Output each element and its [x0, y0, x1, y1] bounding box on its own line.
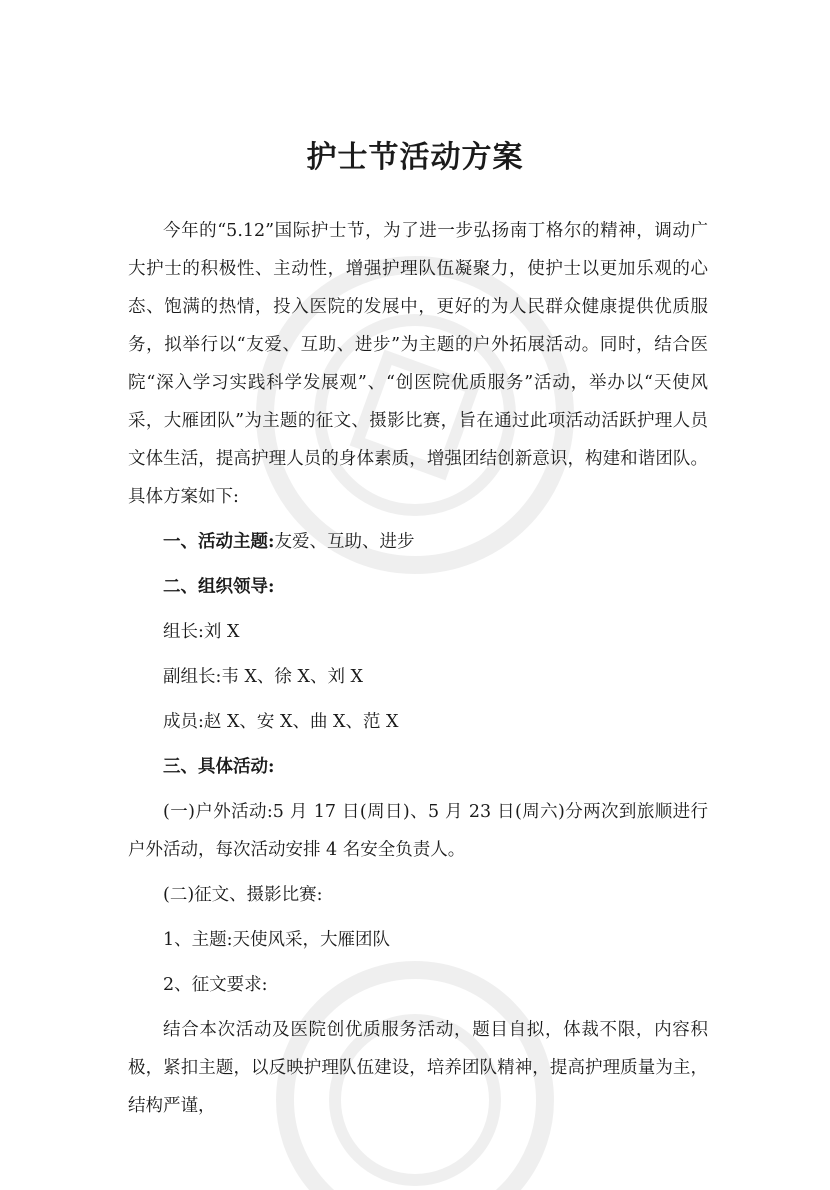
- outdoor-activity-paragraph: (一)户外活动:5 月 17 日(周日)、5 月 23 日(周六)分两次到旅顺进行户外活动，每次活动安排 4 名安全负责人。: [128, 802, 708, 860]
- document-title: 护士节活动方案: [306, 140, 524, 176]
- section-1-text: 友爱、互助、进步: [274, 532, 415, 552]
- deputy-line: 副组长:韦 X、徐 X、刘 X: [163, 667, 363, 687]
- essay-requirement-paragraph: 结合本次活动及医院创优质服务活动，题目自拟，体裁不限，内容积极，紧扣主题，以反映护理队伍建设，培养团队精神，提高护理质量为主，结构严谨，: [128, 1020, 708, 1116]
- theme-line: 1、主题:天使风采，大雁团队: [163, 930, 391, 950]
- leader-line: 组长:刘 X: [163, 622, 240, 642]
- intro-paragraph: 今年的“5.12”国际护士节，为了进一步弘扬南丁格尔的精神，调动广大护士的积极性、主动性，增强护理队伍凝聚力，使护士以更加乐观的心态、饱满的热情，投入医院的发展中，更好的为人民群众健康提供优质服务，拟举行以“友爱、互助、进步”为主题的户外拓展活动。同时，结合医院“深入学习实践科学发展观”、“创医院优质服务”活动，举办以“天使风采，大雁团队”为主题的征文、摄影比赛，旨在通过此项活动活跃护理人员文体生活，提高护理人员的身体素质，增强团结创新意识，构建和谐团队。具体方案如下:: [128, 221, 708, 507]
- section-3-heading: 三、具体活动:: [163, 757, 275, 777]
- document-body: [128, 212, 708, 1125]
- members-line: 成员:赵 X、安 X、曲 X、范 X: [163, 712, 399, 732]
- essay-requirement-heading: 2、征文要求:: [163, 975, 268, 995]
- section-1-heading: 一、活动主题:: [163, 532, 275, 552]
- contest-heading: (二)征文、摄影比赛:: [163, 885, 323, 905]
- section-1: [128, 523, 708, 561]
- section-2-heading: 二、组织领导:: [163, 577, 275, 597]
